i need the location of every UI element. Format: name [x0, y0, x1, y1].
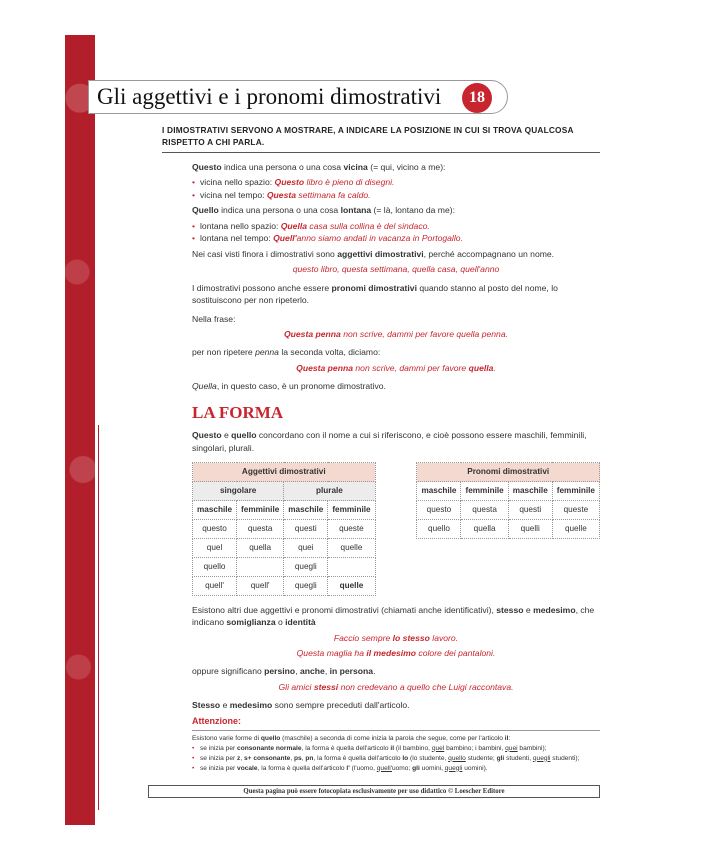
persino-example: Gli amici stessi non credevano a quello che Luigi raccontava. [278, 681, 514, 692]
column-header: maschile [284, 501, 328, 520]
table-cell [237, 557, 284, 576]
page-content [162, 124, 600, 773]
questo-bullet-time: • vicina nel tempo: Questa settimana fa caldo. [192, 189, 600, 201]
table-cell: questi [508, 501, 552, 520]
table-row [193, 520, 376, 539]
stesso-example-2: Questa maglia ha il medesimo colore dei pantaloni. [296, 647, 496, 658]
column-header: femminile [461, 482, 508, 501]
aggettivi-paragraph: Nei casi visti finora i dimostrativi sono aggettivi dimostrativi, perché accompagnano un nome. [192, 248, 555, 259]
unit-number-badge: 18 [462, 83, 492, 113]
table-cell: questo [193, 520, 237, 539]
table-row [417, 501, 600, 520]
decorative-sidebar [65, 35, 95, 825]
articolo-paragraph: Stesso e medesimo sono sempre preceduti dall'articolo. [192, 700, 410, 711]
quello-definition: Quello indica una persona o una cosa lontana (= là, lontano da me): [192, 205, 455, 216]
pronomi-table [416, 462, 600, 539]
singolare-header: singolare [193, 482, 284, 501]
pronomi-table-title: Pronomi dimostrativi [417, 463, 600, 482]
frase-label: Nella frase: [192, 313, 236, 324]
quello-bullet-time: • lontana nel tempo: Quell'anno siamo andati in vacanza in Portogallo. [192, 232, 600, 244]
column-header: femminile [552, 482, 599, 501]
table-cell: quell' [237, 576, 284, 595]
column-header: maschile [417, 482, 461, 501]
frase-example: Questa penna non scrive, dammi per favore quella penna. [283, 329, 509, 340]
attention-bullet-consonant: • se inizia per consonante normale, la forma è quella dell'articolo il (il bambino, quel bambino; i bambini, quei bambini); [192, 744, 600, 754]
page-title: Gli aggettivi e i pronomi dimostrativi [97, 84, 442, 109]
stesso-paragraph: Esistono altri due aggettivi e pronomi dimostrativi (chiamati anche identificativi), stesso e medesimo, che indicano somiglianza o identità [192, 604, 595, 628]
copyright-footer: Questa pagina può essere fotocopiata esclusivamente per uso didattico © Loescher Editore [148, 785, 600, 798]
quello-bullet-space: • lontana nello spazio: Quella casa sulla collina è del sindaco. [192, 220, 600, 232]
sidebar-rule [98, 425, 99, 810]
plurale-header: plurale [284, 482, 375, 501]
table-cell: quegli [284, 576, 328, 595]
tables-row [192, 462, 600, 595]
aggettivi-table-title: Aggettivi dimostrativi [193, 463, 376, 482]
table-cell: queste [328, 520, 375, 539]
attention-bullet-vowel: • se inizia per vocale, la forma è quella dell'articolo l' (l'uomo, quell'uomo; gli uomini, quegli uomini). [192, 764, 600, 774]
aggettivi-example: questo libro, questa settimana, quella casa, quell'anno [292, 264, 500, 275]
column-header: maschile [508, 482, 552, 501]
quella-paragraph: Quella, in questo caso, è un pronome dimostrativo. [192, 381, 386, 392]
table-row [193, 538, 376, 557]
table-cell: quel [193, 538, 237, 557]
table-cell: quelle [328, 538, 375, 557]
table-cell: quei [284, 538, 328, 557]
column-header: femminile [237, 501, 284, 520]
attention-title: Attenzione: [192, 715, 600, 731]
attention-intro: Esistono varie forme di quello (maschile) a seconda di come inizia la parola che segue, come per l'articolo il: [192, 734, 511, 742]
table-cell: quelli [508, 520, 552, 539]
table-cell: queste [552, 501, 599, 520]
table-row [417, 520, 600, 539]
table-cell: quelle [328, 576, 375, 595]
table-cell: quell' [193, 576, 237, 595]
table-cell: questa [461, 501, 508, 520]
section-title-forma: LA FORMA [192, 402, 284, 422]
table-row [193, 576, 376, 595]
table-cell: quella [237, 538, 284, 557]
pronomi-paragraph: I dimostrativi possono anche essere pronomi dimostrativi quando stanno al posto del nome, lo sostituiscono per non ripeterlo. [192, 282, 558, 306]
table-cell [328, 557, 375, 576]
ripetere-paragraph: per non ripetere penna la seconda volta, diciamo: [192, 347, 381, 358]
table-cell: quello [417, 520, 461, 539]
aggettivi-table [192, 462, 376, 595]
table-cell: quegli [284, 557, 328, 576]
table-cell: quello [193, 557, 237, 576]
table-cell: questi [284, 520, 328, 539]
stesso-example-1: Faccio sempre lo stesso lavoro. [333, 632, 459, 643]
intro-text: I DIMOSTRATIVI SERVONO A MOSTRARE, A INDICARE LA POSIZIONE IN CUI SI TROVA QUALCOSA RISPETTO A CHI PARLA. [162, 124, 600, 153]
persino-paragraph: oppure significano persino, anche, in persona. [192, 666, 376, 677]
attention-bullet-z: • se inizia per z, s+ consonante, ps, pn, la forma è quella dell'articolo lo (lo studente, quello studente; gli studenti, quegli studenti); [192, 754, 600, 764]
table-cell: questa [237, 520, 284, 539]
column-header: femminile [328, 501, 375, 520]
table-cell: questo [417, 501, 461, 520]
table-row [193, 557, 376, 576]
table-cell: quelle [552, 520, 599, 539]
questo-bullet-space: • vicina nello spazio: Questo libro è pieno di disegni. [192, 176, 600, 188]
ripetere-example: Questa penna non scrive, dammi per favore quella. [296, 362, 496, 373]
questo-definition: Questo indica una persona o una cosa vicina (= qui, vicino a me): [192, 162, 446, 173]
column-header: maschile [193, 501, 237, 520]
title-bar [88, 80, 508, 114]
forma-paragraph: Questo e quello concordano con il nome a cui si riferiscono, e cioè possono essere maschili, femminili, singolari, plurali. [192, 430, 587, 453]
table-cell: quella [461, 520, 508, 539]
